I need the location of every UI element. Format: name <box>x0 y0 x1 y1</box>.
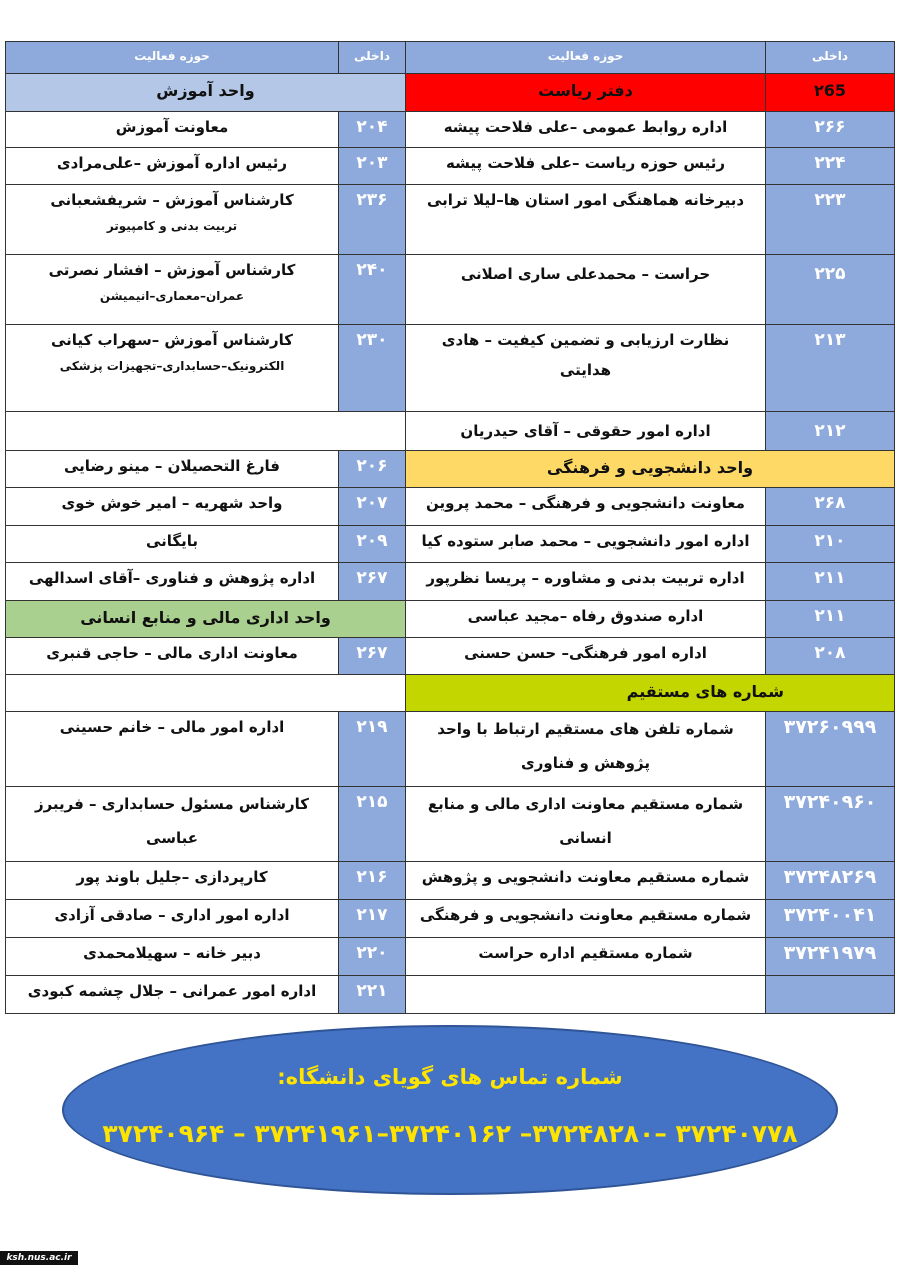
table-row <box>6 412 895 451</box>
oval-phone-numbers: ۳۷۲۴۰۷۷۸ –۳۷۲۴۸۲۸۰– ۳۷۲۴۰۱۶۲–۳۷۲۴۱۹۶۱ – ۳۷۲۴۰۹۶۴ <box>102 1119 798 1148</box>
entry-number: ۲۳۰ <box>339 325 406 412</box>
table-row <box>6 938 895 976</box>
entry-number: ۲۰۶ <box>339 451 406 488</box>
entry-name: اداره تربیت بدنی و مشاوره – پریسا نظرپور <box>406 563 766 601</box>
entry-number: ۲۶۷ <box>339 638 406 675</box>
entry-number: ۲۴۰ <box>339 255 406 325</box>
entry-name <box>6 325 339 412</box>
entry-name: نظارت ارزیابی و تضمین کیفیت – هادی هدایتی <box>406 325 766 412</box>
entry-title: کارشناس آموزش – شریفشعبانی <box>50 191 294 209</box>
entry-title: کارشناس آموزش – افشار نصرتی <box>48 261 296 279</box>
footer-url: ksh.nus.ac.ir <box>0 1251 78 1265</box>
entry-name: کارپردازی –جلیل باوند پور <box>6 862 339 900</box>
direct-number: ۳۷۲۶۰۹۹۹ <box>766 712 895 787</box>
table-row <box>6 526 895 563</box>
empty-cell <box>6 412 406 451</box>
table-row <box>6 325 895 412</box>
direct-name: شماره مستقیم معاونت دانشجویی و پژوهش <box>406 862 766 900</box>
section-dean-office: دفتر ریاست <box>406 74 766 112</box>
entry-name: اداره صندوق رفاه –مجید عباسی <box>406 601 766 638</box>
table-row <box>6 638 895 675</box>
entry-number: ۲۰۴ <box>339 112 406 148</box>
entry-name: فارغ التحصیلان – مینو رضایی <box>6 451 339 488</box>
entry-name: واحد شهریه – امیر خوش خوی <box>6 488 339 526</box>
table-row <box>6 451 895 488</box>
direct-number: ۳۷۲۴۰۹۶۰ <box>766 787 895 862</box>
entry-name: حراست – محمدعلی ساری اصلانی <box>406 255 766 325</box>
entry-name: اداره امور فرهنگی– حسن حسنی <box>406 638 766 675</box>
entry-number: ۲۱۰ <box>766 526 895 563</box>
entry-number: ۲۰۷ <box>339 488 406 526</box>
entry-name: اداره پژوهش و فناوری –آقای اسدالهی <box>6 563 339 601</box>
table-row <box>6 563 895 601</box>
entry-name: اداره امور اداری – صادقی آزادی <box>6 900 339 938</box>
entry-name: اداره امور دانشجویی – محمد صابر ستوده کیا <box>406 526 766 563</box>
entry-subtitle: تربیت بدنی و کامپیوتر <box>106 219 238 233</box>
entry-name: معاونت دانشجویی و فرهنگی – محمد پروین <box>406 488 766 526</box>
entry-number: ۲۲۰ <box>339 938 406 976</box>
section-education: واحد آموزش <box>6 74 406 112</box>
entry-number: ۲۲۴ <box>766 148 895 185</box>
section-admin-finance: واحد اداری مالی و منابع انسانی <box>6 601 406 638</box>
entry-number: ۲۰۹ <box>339 526 406 563</box>
direct-name: شماره تلفن های مستقیم ارتباط با واحد پژوهش و فناوری <box>406 712 766 787</box>
table-row <box>6 185 895 255</box>
entry-number: ۲۳۶ <box>339 185 406 255</box>
direct-number: ۳۷۲۴۱۹۷۹ <box>766 938 895 976</box>
entry-name: اداره امور حقوقی – آقای حیدریان <box>406 412 766 451</box>
entry-name <box>6 185 339 255</box>
direct-name: شماره مستقیم معاونت دانشجویی و فرهنگی <box>406 900 766 938</box>
entry-name: رئیس اداره آموزش –علی‌مرادی <box>6 148 339 185</box>
empty-cell <box>6 675 406 712</box>
header-num-left: داخلی <box>339 42 406 74</box>
direct-number: ۳۷۲۴۸۲۶۹ <box>766 862 895 900</box>
table-row <box>6 601 895 638</box>
entry-number: ۲۱۶ <box>339 862 406 900</box>
entry-number: ۲۱۱ <box>766 563 895 601</box>
entry-number: ۲۱۹ <box>339 712 406 787</box>
entry-title: کارشناس آموزش –سهراب کیانی <box>50 331 293 349</box>
entry-name: دبیر خانه – سهیلامحمدی <box>6 938 339 976</box>
entry-number: ۲۶۶ <box>766 112 895 148</box>
entry-name: معاونت آموزش <box>6 112 339 148</box>
dean-office-number: ۲65 <box>766 74 895 112</box>
direct-name: شماره مستقیم اداره حراست <box>406 938 766 976</box>
table-row <box>6 787 895 862</box>
table-row <box>6 74 895 112</box>
directory-table <box>5 41 895 1014</box>
section-student: واحد دانشجویی و فرهنگی <box>406 451 895 488</box>
table-row <box>6 112 895 148</box>
table-row <box>6 488 895 526</box>
entry-number: ۲۱۲ <box>766 412 895 451</box>
entry-name: دبیرخانه هماهنگی امور استان ها–لیلا ترابی <box>406 185 766 255</box>
university-phone-oval <box>62 1025 838 1195</box>
entry-number: ۲۱۱ <box>766 601 895 638</box>
direct-number: ۳۷۲۴۰۰۴۱ <box>766 900 895 938</box>
entry-name: کارشناس مسئول حسابداری – فریبرز عباسی <box>6 787 339 862</box>
direct-name: شماره مستقیم معاونت اداری مالی و منابع انسانی <box>406 787 766 862</box>
entry-number: ۲۶۷ <box>339 563 406 601</box>
entry-number: ۲۲۱ <box>339 976 406 1014</box>
header-activity-right: حوزه فعالیت <box>406 42 766 74</box>
entry-number: ۲۰۸ <box>766 638 895 675</box>
entry-number: ۲۱۳ <box>766 325 895 412</box>
entry-name: رئیس حوزه ریاست –علی فلاحت پیشه <box>406 148 766 185</box>
entry-number: ۲۱۵ <box>339 787 406 862</box>
header-num-right: داخلی <box>766 42 895 74</box>
table-row <box>6 900 895 938</box>
header-row <box>6 42 895 74</box>
table-row <box>6 976 895 1014</box>
entry-number: ۲۰۳ <box>339 148 406 185</box>
empty-cell <box>406 976 766 1014</box>
table-row <box>6 862 895 900</box>
table-row <box>6 148 895 185</box>
table-row <box>6 675 895 712</box>
empty-number-cell <box>766 976 895 1014</box>
header-activity-left: حوزه فعالیت <box>6 42 339 74</box>
entry-subtitle: الکترونیک–حسابداری–تجهیزات پزشکی <box>59 359 285 373</box>
entry-name: اداره امور عمرانی – جلال چشمه کبودی <box>6 976 339 1014</box>
entry-name <box>6 255 339 325</box>
section-direct-numbers: شماره های مستقیم <box>406 675 895 712</box>
table-row <box>6 712 895 787</box>
entry-number: ۲۲۵ <box>766 255 895 325</box>
entry-subtitle: عمران–معماری–انیمیشن <box>99 289 245 303</box>
entry-number: ۲۲۳ <box>766 185 895 255</box>
entry-name: معاونت اداری مالی – حاجی قنبری <box>6 638 339 675</box>
entry-number: ۲۶۸ <box>766 488 895 526</box>
table-row <box>6 255 895 325</box>
entry-name: اداره روابط عمومی –علی فلاحت پیشه <box>406 112 766 148</box>
entry-name: بایگانی <box>6 526 339 563</box>
oval-title: شماره تماس های گویای دانشگاه: <box>277 1065 623 1089</box>
entry-number: ۲۱۷ <box>339 900 406 938</box>
entry-name: اداره امور مالی – خانم حسینی <box>6 712 339 787</box>
